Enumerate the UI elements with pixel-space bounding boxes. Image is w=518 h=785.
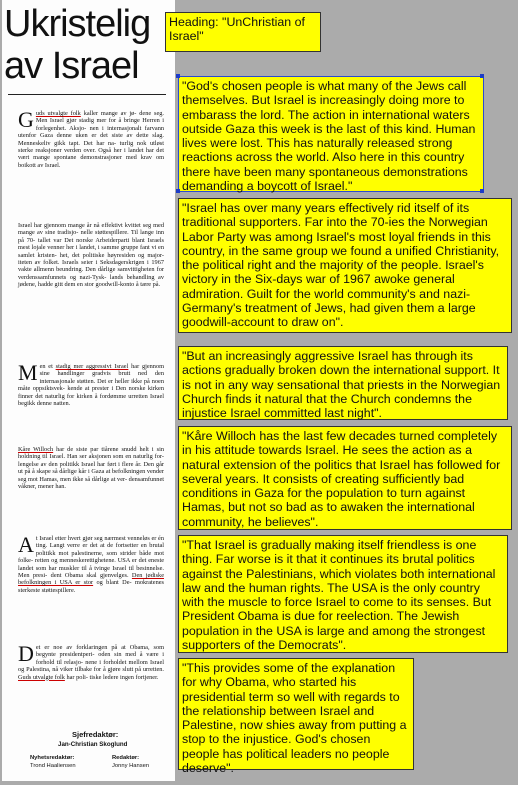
headline-rule <box>8 94 166 95</box>
resize-handle[interactable] <box>176 189 180 193</box>
editor2-name: Jonny Hansen <box>112 763 150 769</box>
editor2-title: Redaktør: <box>112 755 140 761</box>
newspaper-headline <box>4 3 174 87</box>
dropcap: A <box>18 532 34 557</box>
underlined-phrase: uds utvalgte folk <box>35 110 81 117</box>
annotation-paragraph-6[interactable]: "This provides some of the explanation for why Obama, who started his presidential term so well with regards to the relationship between Israel and Palestine, now shies away from putting a stop to the injustice. God's chosen people has political leaders no people deserve". <box>178 658 414 770</box>
resize-handle[interactable] <box>176 74 180 78</box>
article-paragraph: Guds utvalgte folk kaller mange av jø- dene seg. Men Israel gjør stadig mer for å bringe Herren i forlegenhet. Aksjo- nen i internasjonalt farvann utenfor Gaza denne uken er det siste av dette slag. Menneskeliv gikk tapt. Det har na- turlig nok utløst sterke reaksjoner verden over. Også her i landet har det vært mange spontane demonstrasjoner med krav om boikott av Israel. <box>18 107 165 169</box>
dropcap: G <box>18 107 34 132</box>
resize-handle[interactable] <box>480 189 484 193</box>
editor-title: Sjefredaktør: <box>72 730 119 739</box>
annotation-paragraph-1[interactable]: "God's chosen people is what many of the Jews call themselves. But Israel is increasingly doing more to embarass the lord. The action in international waters outside Gaza this week is the last of this kind. Human lives were lost. This has naturally released strong reactions across the world. Also here in this country there have been many spontaneous demonstrations demanding a boycott of Israel." <box>178 76 484 192</box>
headline-line-2: av Israel <box>4 45 139 87</box>
resize-handle[interactable] <box>480 74 484 78</box>
annotation-heading[interactable]: Heading: "UnChristian of Israel" <box>165 12 321 52</box>
article-paragraph: Men et stadig mer aggressivt Israel har gjennom sine handlinger gradvis brutt ned den internasjonale støtten. Det er heller ikke på noen måte oppsiktsvek- kende at prester i Den norske kirken finner det naturlig for kirken å fordømme urretten Israel begikk denne natten. <box>18 360 164 408</box>
underlined-phrase: Kåre Willoch <box>18 446 54 453</box>
annotation-paragraph-2[interactable]: "Israel has over many years effectively rid itself of its traditional supporters. Far into the 70-ies the Norwegian Labor Party was among Israel's most loyal friends in this country, in the same group we found a unified Christianity, the political right and the majority of the people. Israel's victory in the Six-days war of 1967 awoke general admiration. Guilt for the world community's and nazi-Germany's treatment of Jews, had given them a large goodwill-account to draw on". <box>178 198 512 333</box>
underlined-phrase: Guds utvalgte folk <box>18 673 65 681</box>
annotation-paragraph-3[interactable]: "But an increasingly aggressive Israel has through its actions gradually broken down the international support. It is not in any way sensational that priests in the Norwegian Church finds it natural that the Church condemns the injustice Israel committed last night". <box>178 346 508 420</box>
editor-name: Jan-Christian Skoglund <box>58 741 128 748</box>
news-editor-title: Nyhetsredaktør: <box>30 755 75 761</box>
dropcap: D <box>18 641 34 666</box>
underlined-phrase: stadig mer aggressivt Israel <box>55 363 129 370</box>
article-paragraph: Det er noe av forklaringen på at Obama, som begynte presidentperi- oden sin med å være i forhold til relasjo- nene i forholdet mellom Israel og Palestina, nå viker tilbake for å gjøre slutt på urretten. Guds utvalgte folk har poli- tiske ledere ingen fortjener. <box>18 641 164 681</box>
underlined-phrase: Den jødiske befolkningen i USA er stor <box>18 572 164 587</box>
dropcap: M <box>18 360 38 385</box>
news-editor-name: Trond Haaliensen <box>30 763 76 769</box>
article-paragraph: At Israel etter hvert gjør seg nærmest venneløs er én ting. Langt verre er det at de fortsetter en brutal politikk mot palestinerne, som strider både mot folke- retten og menneskerettighetene. USA er det eneste landet som har muskler til å tvinge Israel til besinnelse. Men presi- dent Obama skal gjenvelges. Den jødiske befolkningen i USA er stor og blant De- mokratenes sterkeste støttespillere. <box>18 532 164 594</box>
headline-line-1: Ukristelig <box>4 3 151 45</box>
article-paragraph: Israel har gjennom mange år nå effektivt kvittet seg med mange av sine tradisjo- nelle støttespillere. Til lange inn på 70- tallet var Det norske Arbeiderparti blant Israels mest lojale venner her i landet, i samme gruppe fant vi en samlet kristen- het, det politiske høyresiden og major- iteten av folket. Israels seier i Seksdagerskrigen i 1967 vakte allmenn beundring. Den dårlige samvittigheten for verdenssamfunnets og nazi-Tysk- lands behandling av jødene, hadde gitt dem en stor goodwill-konto å tære på. <box>18 222 164 289</box>
annotation-paragraph-4[interactable]: "Kåre Willoch has the last few decades turned completely in his attitude towards Israel. He sees the action as a natural extension of the politics that Israel has followed for several years. It consists of creating sufficiently bad conditions in Gaza for the population to turn against Hamas, but not so bad as to awaken the international community, he believes". <box>178 426 512 530</box>
annotation-paragraph-5[interactable]: "That Israel is gradually making itself friendless is one thing. Far worse is it that it continues its brutal politics against the Palestinians, which violates both international law and the human rights. The USA is the only country with the muscle to force Israel to come to its senses. But President Obama is due for reelection. The Jewish population in the USA is large and among the strongest supporters of the Democrats". <box>178 535 508 653</box>
article-paragraph: Kåre Willoch har de siste par tiårene snudd helt i sin holdning til Israel. Han ser aksjonen som en naturlig for- lengelse av den politikk Israel har ført i flere år. Den går ut på å skape så dårlige kår i Gaza at befolkningen vender seg mot Hamas, men ikke så dårlige at ver- densamfunnet våkner, mener han. <box>18 446 164 491</box>
